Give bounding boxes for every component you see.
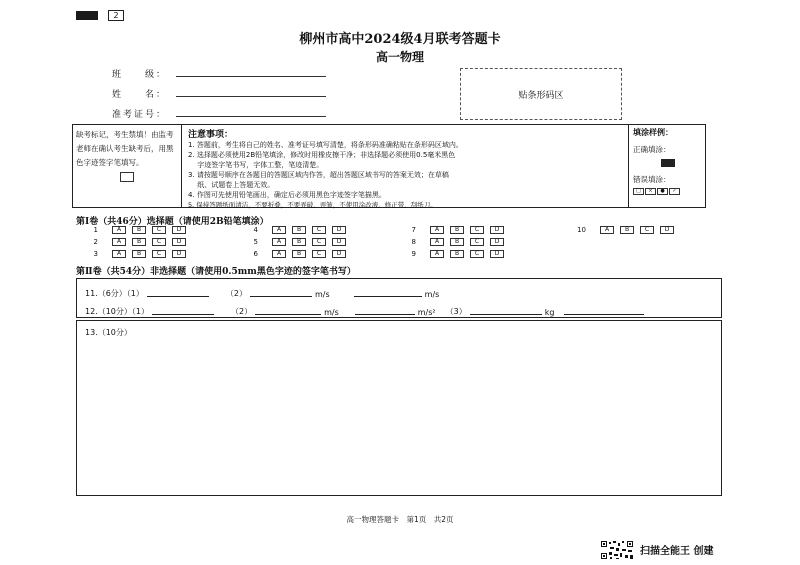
name-row	[112, 84, 326, 100]
mc-row: 3 A B C D	[84, 248, 192, 260]
mc-row: 5 A B C D	[244, 236, 352, 248]
barcode-area	[460, 68, 622, 120]
q11-answer-2[interactable]	[250, 296, 312, 297]
scanner-watermark: 扫描全能王 创建	[640, 546, 714, 557]
q13-answer-box[interactable]	[76, 320, 722, 496]
name-label: 姓 名：	[112, 90, 168, 100]
option-bubble[interactable]: B	[132, 238, 146, 246]
option-bubble[interactable]: A	[112, 226, 126, 234]
notice-title: 注意事项：	[188, 130, 234, 140]
option-bubble[interactable]: D	[660, 226, 674, 234]
option-bubble[interactable]: D	[490, 226, 504, 234]
notice-item: 4. 作图可先使用铅笔画出，确定后必须用黑色字迹签字笔描黑。	[188, 191, 386, 199]
unit-label: m/s	[324, 308, 339, 317]
barcode-label: 贴条形码区	[518, 90, 564, 101]
q12-line: 12.（10分）（1） （2） m/s m/s² （3） kg	[85, 299, 713, 317]
wrong-fill-label: 错误填涂：	[633, 175, 671, 184]
page-title: 柳州市高中2024级4月联考答题卡	[299, 32, 501, 47]
q11-12-box	[76, 278, 722, 318]
exam-id-row	[112, 104, 326, 120]
name-field[interactable]	[176, 96, 326, 97]
q11-answer-1[interactable]	[147, 296, 209, 297]
notice-item: 字迹签字笔书写，字体工整，笔迹清楚。	[188, 161, 324, 169]
q12-answer-1[interactable]	[152, 314, 214, 315]
option-bubble[interactable]: D	[332, 238, 346, 246]
mc-row: 6 A B C D	[244, 248, 352, 260]
option-bubble[interactable]: B	[292, 238, 306, 246]
option-bubble[interactable]: A	[112, 250, 126, 258]
corner-mark	[76, 11, 98, 20]
option-bubble[interactable]: D	[172, 226, 186, 234]
option-bubble[interactable]: B	[292, 250, 306, 258]
absence-mark-area	[72, 124, 182, 208]
page-footer: 高一物理答题卡 第1页 共2页	[346, 515, 454, 524]
q11-label: 11.（6分）（1）	[85, 289, 144, 298]
option-bubble[interactable]: C	[470, 238, 484, 246]
option-bubble[interactable]: D	[172, 250, 186, 258]
q13-label: 13.（10分）	[85, 328, 132, 337]
notice-item: 3. 请按题号顺序在各题目的答题区域内作答，超出答题区域书写的答案无效；在草稿	[188, 171, 449, 179]
option-bubble[interactable]: B	[132, 226, 146, 234]
mc-row: 9 A B C D	[402, 248, 510, 260]
wrong-fill-samples	[633, 188, 702, 195]
wrong-mark: ✓	[669, 188, 680, 195]
notice-item: 纸、试题卷上答题无效。	[188, 181, 275, 189]
section2-title: 第Ⅱ卷（共54分）非选择题（请使用0.5mm黑色字迹的签字笔书写）	[76, 267, 356, 277]
q12-answer-2[interactable]	[255, 314, 321, 315]
unit-label: m/s²	[417, 308, 436, 317]
option-bubble[interactable]: C	[312, 250, 326, 258]
qr-code-icon	[600, 540, 634, 560]
option-bubble[interactable]: D	[490, 238, 504, 246]
mc-block-3	[402, 224, 510, 260]
exam-id-label: 准考证号：	[112, 110, 168, 120]
notice-item: 1. 答题前，考生将自己的姓名、准考证号填写清楚，将条形码准确粘贴在条形码区域内。	[188, 141, 463, 149]
option-bubble[interactable]: A	[272, 250, 286, 258]
mc-block-2	[244, 224, 352, 260]
correct-fill-label: 正确填涂：	[633, 145, 671, 154]
option-bubble[interactable]: C	[470, 250, 484, 258]
mc-block-1	[84, 224, 192, 260]
mc-row: 10 A B C D	[572, 224, 680, 236]
mc-block-4	[572, 224, 680, 236]
page-number-box: 2	[108, 10, 124, 21]
option-bubble[interactable]: D	[490, 250, 504, 258]
exam-id-field[interactable]	[176, 116, 326, 117]
correct-fill-sample	[661, 159, 675, 167]
option-bubble[interactable]: A	[112, 238, 126, 246]
mc-row: 2 A B C D	[84, 236, 192, 248]
fill-example-title: 填涂样例：	[633, 128, 673, 137]
option-bubble[interactable]: C	[152, 250, 166, 258]
unit-label: m/s	[315, 290, 330, 299]
q11-answer-3[interactable]	[354, 296, 422, 297]
q12-answer-3[interactable]	[355, 314, 415, 315]
option-bubble[interactable]: D	[332, 226, 346, 234]
option-bubble[interactable]: B	[132, 250, 146, 258]
q12-label: 12.（10分）（1）	[85, 307, 149, 316]
option-bubble[interactable]: A	[430, 226, 444, 234]
option-bubble[interactable]: C	[152, 226, 166, 234]
q12-answer-5[interactable]	[564, 314, 644, 315]
option-bubble[interactable]: B	[292, 226, 306, 234]
q12-answer-4[interactable]	[470, 314, 542, 315]
option-bubble[interactable]: D	[172, 238, 186, 246]
page-subtitle: 高一物理	[375, 50, 424, 64]
option-bubble[interactable]: A	[430, 250, 444, 258]
q11-line: 11.（6分）（1） （2） m/s m/s	[85, 289, 440, 299]
notice-item: 5. 保持答题纸面清洁，不要折叠，不要弄破、弄皱，不使用涂改液、修正带、刮纸刀。	[188, 201, 437, 209]
option-bubble[interactable]: A	[272, 238, 286, 246]
section1-title: 第Ⅰ卷（共46分）选择题（请使用2B铅笔填涂）	[76, 217, 269, 227]
option-bubble[interactable]: B	[450, 238, 464, 246]
mc-row: 8 A B C D	[402, 236, 510, 248]
absence-checkbox[interactable]	[120, 172, 134, 182]
notice-item: 2. 选择题必须使用2B铅笔填涂，修改时用橡皮擦干净；非选择题必须使用0.5毫米黑色	[188, 151, 456, 159]
option-bubble[interactable]: B	[620, 226, 634, 234]
mc-row: 7 A B C D	[402, 224, 510, 236]
option-bubble[interactable]: C	[470, 226, 484, 234]
option-bubble[interactable]: C	[312, 226, 326, 234]
option-bubble[interactable]: C	[312, 238, 326, 246]
mc-row: 1 A B C D	[84, 224, 192, 236]
unit-label: kg	[544, 308, 555, 317]
option-bubble[interactable]: C	[640, 226, 654, 234]
class-row	[112, 64, 326, 80]
class-field[interactable]	[176, 76, 326, 77]
option-bubble[interactable]: B	[450, 226, 464, 234]
unit-label: m/s	[424, 290, 440, 299]
wrong-mark: □	[633, 188, 644, 195]
option-bubble[interactable]: A	[272, 226, 286, 234]
mc-row: 4 A B C D	[244, 224, 352, 236]
wrong-mark: ×	[645, 188, 656, 195]
option-bubble[interactable]: B	[450, 250, 464, 258]
wrong-mark: ●	[657, 188, 668, 195]
absence-text: 缺考标记，考生禁填！由监考老师在确认考生缺考后，用黑色字迹签字笔填写。	[76, 130, 174, 167]
option-bubble[interactable]: A	[430, 238, 444, 246]
option-bubble[interactable]: C	[152, 238, 166, 246]
class-label: 班 级：	[112, 70, 168, 80]
fill-example-area	[628, 124, 706, 208]
option-bubble[interactable]: D	[332, 250, 346, 258]
option-bubble[interactable]: A	[600, 226, 614, 234]
